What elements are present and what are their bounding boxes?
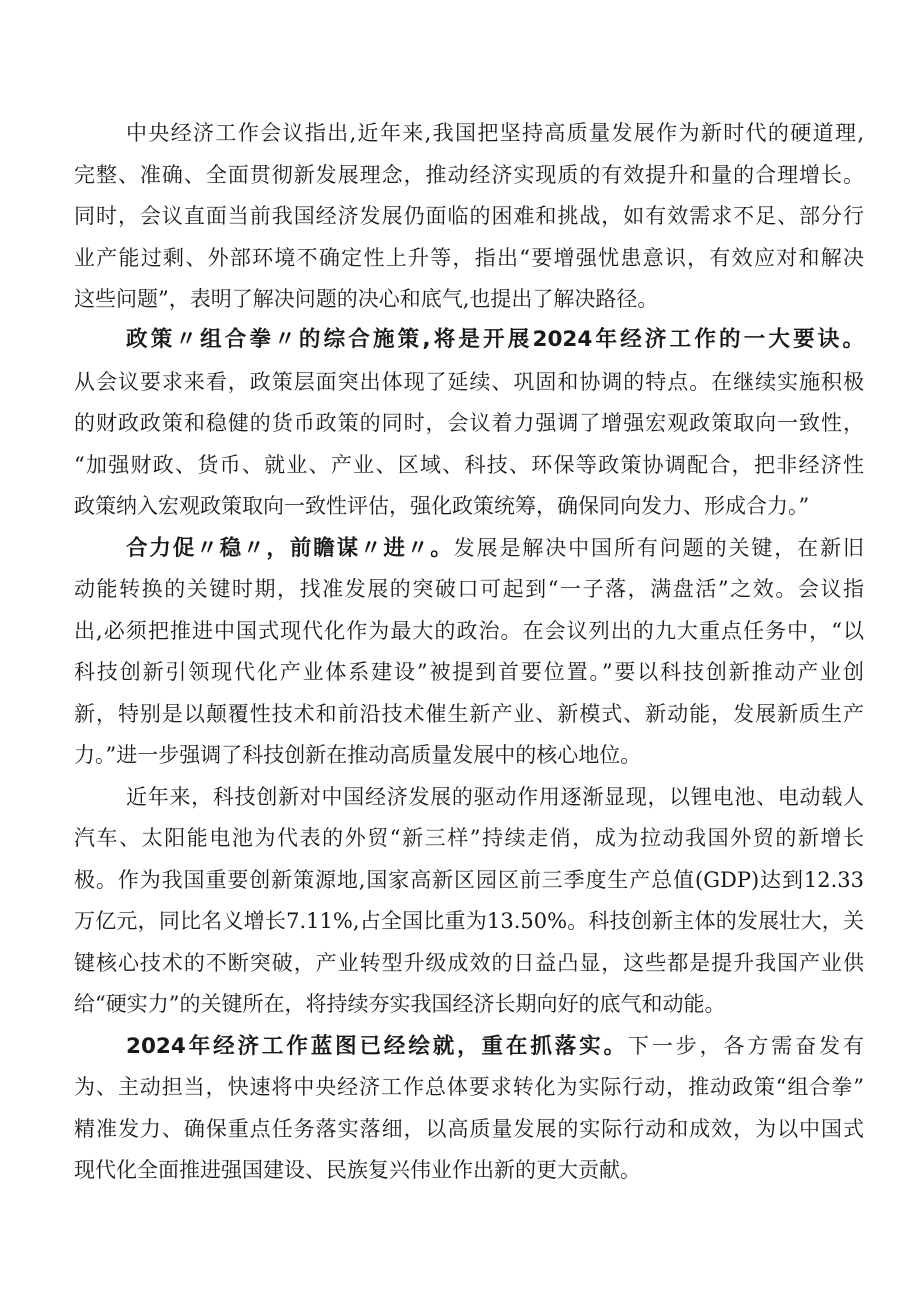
text-line: 业产能过剩、外部环境不确定性上升等，指出“要增强忧患意识，有效应对和解决: [74, 246, 864, 270]
text-line: 现代化全面推进强国建设、民族复兴伟业作出新的更大贡献。: [74, 1158, 641, 1182]
text-line: 同时，会议直面当前我国经济发展仍面临的困难和挑战，如有效需求不足、部分行: [74, 204, 864, 228]
text-line: 力。”进一步强调了科技创新在推动高质量发展中的核心地位。: [74, 743, 642, 767]
text-line: 中央经济工作会议指出,近年来,我国把坚持高质量发展作为新时代的硬道理,: [126, 121, 864, 145]
text-line: 出,必须把推进中国式现代化作为最大的政治。在会议列出的九大重点任务中，“以: [74, 619, 864, 643]
paragraph-lead-rest: 下一步，各方需奋发有: [627, 1034, 865, 1058]
text-line: 从会议要求来看，政策层面突出体现了延续、巩固和协调的特点。在继续实施积极: [74, 370, 864, 394]
paragraph-lead: 2024年经济工作蓝图已经绘就，重在抓落实。: [126, 1034, 628, 1059]
text-line: 科技创新引领现代化产业体系建设”被提到首要位置。”要以科技创新推动产业创: [74, 660, 864, 684]
text-line: 键核心技术的不断突破，产业转型升级成效的日益凸显，这些都是提升我国产业供: [74, 951, 864, 975]
text-line: 动能转换的关键时期，找准发展的突破口可起到“一子落，满盘活”之效。会议指: [74, 577, 864, 601]
text-line: 这些问题”，表明了解决问题的决心和底气,也提出了解决路径。: [74, 287, 659, 311]
text-line: 完整、准确、全面贯彻新发展理念，推动经济实现质的有效提升和量的合理增长。: [74, 163, 864, 187]
text-line: 新，特别是以颠覆性技术和前沿技术催生新产业、新模式、新动能，发展新质生产: [74, 702, 864, 726]
text-line: 的财政政策和稳健的货币政策的同时，会议着力强调了增强宏观政策取向一致性，: [74, 411, 864, 435]
text-line: [126, 1026, 864, 1066]
paragraph-lead: 政策〃组合拳〃的综合施策,将是开展2024年经济工作的一大要诀。: [126, 327, 864, 352]
text-line: “加强财政、货币、就业、产业、区域、科技、环保等政策协调配合，把非经济性: [74, 453, 864, 477]
text-line: 精准发力、确保重点任务落实落细，以高质量发展的实际行动和成效，为以中国式: [74, 1117, 864, 1141]
text-line: 为、主动担当，快速将中央经济工作总体要求转化为实际行动，推动政策“组合拳”: [74, 1075, 864, 1099]
text-line: 极。作为我国重要创新策源地,国家高新区园区前三季度生产总值(GDP)达到12.33: [74, 868, 864, 892]
paragraph-lead-rest: 发展是解决中国所有问题的关键，在新旧: [453, 536, 864, 560]
paragraph-lead: 合力促〃稳〃，前瞻谋〃进〃。: [126, 536, 454, 561]
text-line: 近年来，科技创新对中国经济发展的驱动作用逐渐显现，以锂电池、电动载人: [126, 785, 864, 809]
text-line: 汽车、太阳能电池为代表的外贸“新三样”持续走俏，成为拉动我国外贸的新增长: [74, 826, 864, 850]
text-line: 万亿元，同比名义增长7.11%,占全国比重为13.50%。科技创新主体的发展壮大，关: [74, 909, 864, 933]
text-line: [126, 528, 864, 568]
text-line: 给“硬实力”的关键所在，将持续夯实我国经济长期向好的底气和动能。: [74, 992, 726, 1016]
text-line: 政策纳入宏观政策取向一致性评估，强化政策统筹，确保同向发力、形成合力。”: [74, 494, 810, 518]
